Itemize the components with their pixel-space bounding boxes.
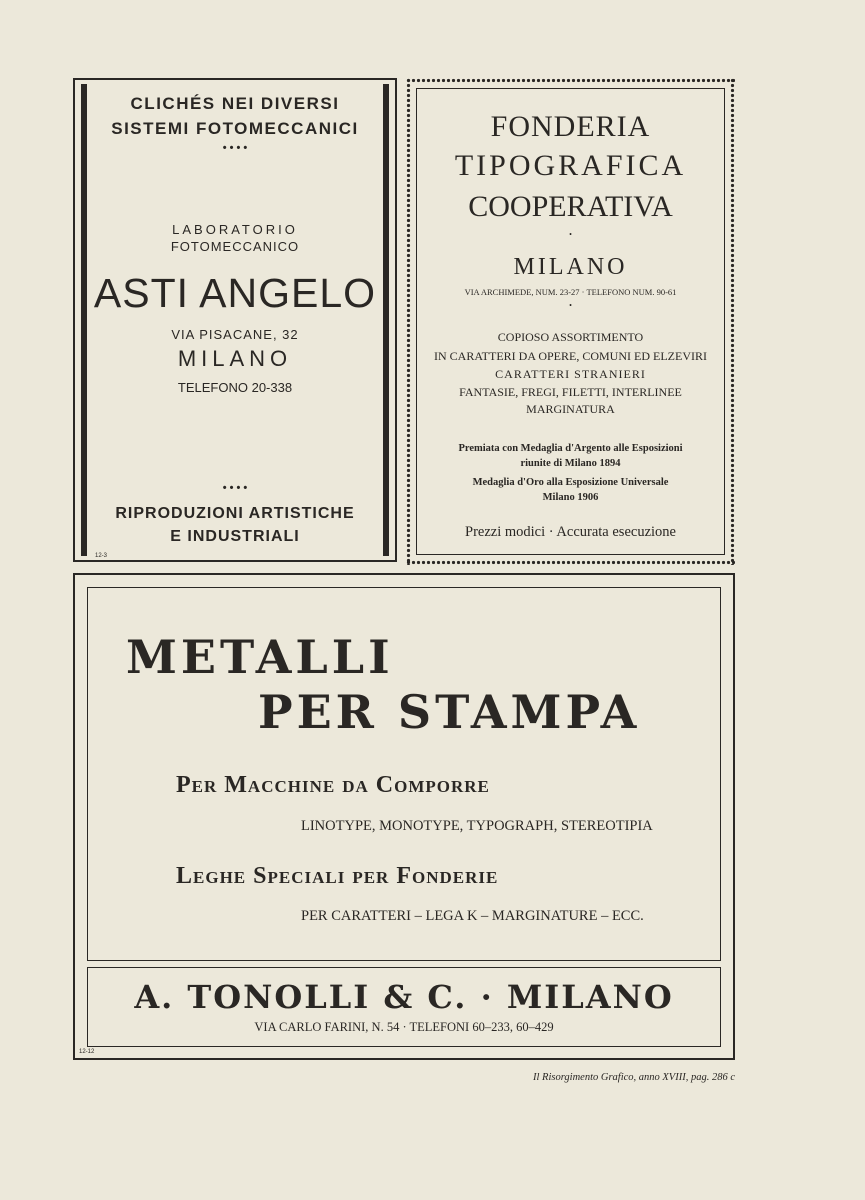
body-line1: COPIOSO ASSORTIMENTO <box>497 330 644 344</box>
city: MILANO <box>513 254 628 280</box>
main-panel <box>87 587 721 961</box>
city: MILANO <box>177 346 293 371</box>
body-line5: MARGINATURA <box>526 402 615 416</box>
ad-tonolli <box>73 573 735 1060</box>
headline-line1: METALLI <box>126 630 394 684</box>
dotted-border-left <box>406 78 411 565</box>
section1-title: Per Macchine da Comporre <box>176 772 490 798</box>
phone: TELEFONO 20-338 <box>177 380 293 395</box>
tagline: Prezzi modici · Accurata esecuzione <box>465 524 676 540</box>
dotted-border-top <box>406 78 735 83</box>
title-line1: FONDERIA <box>490 110 651 143</box>
section2-title: Leghe Speciali per Fonderie <box>176 863 499 889</box>
lab-line2: FOTOMECCANICO <box>170 239 300 254</box>
dotted-border-right <box>730 78 735 565</box>
body-line2: IN CARATTERI DA OPERE, COMUNI ED ELZEVIRI <box>434 349 707 363</box>
award1-line1: Premiata con Medaglia d'Argento alle Esposizioni <box>458 443 683 454</box>
headline-line2: PER STAMPA <box>258 685 641 739</box>
title-line3: COOPERATIVA <box>468 190 673 223</box>
company-name: A. TONOLLI & C. · MILANO <box>134 978 674 1016</box>
footer-line1: RIPRODUZIONI ARTISTICHE <box>115 505 355 522</box>
body-line3: CARATTERI STRANIERI <box>495 367 646 381</box>
award1-line2: riunite di Milano 1894 <box>520 458 621 469</box>
address: VIA PISACANE, 32 <box>171 327 299 342</box>
decorative-rule-left <box>81 84 87 556</box>
dots-separator: • • • • <box>222 142 248 154</box>
lab-line1: LABORATORIO <box>172 222 298 237</box>
business-name: ASTI ANGELO <box>93 270 377 316</box>
ad-code: 12-3 <box>95 553 108 559</box>
title-line2: TIPOGRAFICA <box>454 149 687 182</box>
decorative-rule-right <box>383 84 389 556</box>
footer-line2: E INDUSTRIALI <box>170 528 300 545</box>
inner-frame <box>416 88 725 555</box>
bullet-1: • <box>569 230 572 239</box>
company-address: VIA CARLO FARINI, N. 54 · TELEFONI 60–233, 60–429 <box>254 1020 554 1034</box>
address: VIA ARCHIMEDE, NUM. 23-27 · TELEFONO NUM. 90-61 <box>464 287 677 297</box>
company-panel <box>87 967 721 1047</box>
section1-text: LINOTYPE, MONOTYPE, TYPOGRAPH, STEREOTIPIA <box>301 818 653 834</box>
award2-line1: Medaglia d'Oro alla Esposizione Universale <box>472 477 669 488</box>
page-citation: Il Risorgimento Grafico, anno XVIII, pag. 286 c <box>533 1072 735 1083</box>
headline-line2: SISTEMI FOTOMECCANICI <box>111 119 359 138</box>
bullet-2: • <box>569 301 572 310</box>
ad-fonderia-tipografica <box>406 78 735 565</box>
body-line4: FANTASIE, FREGI, FILETTI, INTERLINEE <box>459 385 682 399</box>
ad-asti-angelo <box>73 78 397 562</box>
dotted-border-bottom <box>406 560 735 565</box>
dots-separator-bottom: • • • • <box>222 482 248 494</box>
headline-line1: CLICHÉS NEI DIVERSI <box>130 94 340 113</box>
ad-code: 12-12 <box>79 1049 95 1055</box>
section2-text: PER CARATTERI – LEGA K – MARGINATURE – ECC. <box>301 908 644 924</box>
award2-line2: Milano 1906 <box>542 492 599 503</box>
